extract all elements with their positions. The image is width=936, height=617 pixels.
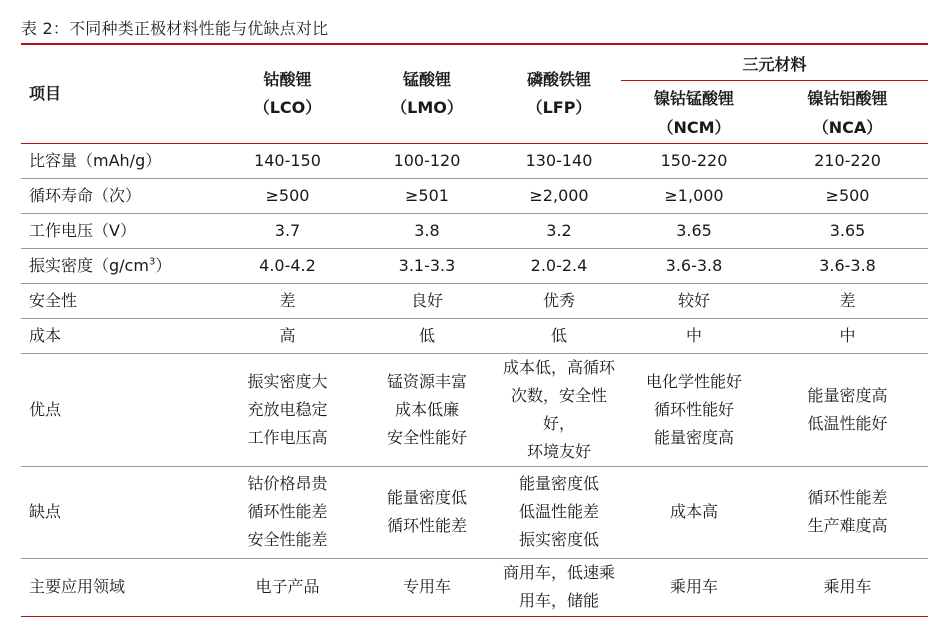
- header-lfp-name: 磷酸铁锂: [526, 69, 591, 89]
- table-cell: [357, 466, 497, 558]
- cell-line: 循环性能差: [807, 488, 888, 507]
- table-cell: [218, 353, 357, 466]
- table-cell: 优秀: [497, 283, 621, 318]
- header-lco: [218, 45, 357, 143]
- table-cell: [621, 466, 767, 558]
- table-cell: 3.6-3.8: [767, 248, 928, 283]
- table-cell: 低: [357, 318, 497, 353]
- cell-line: 商用车，低速乘: [502, 563, 615, 582]
- table-cell: 2.0-2.4: [497, 248, 621, 283]
- cell-line: 能量密度低: [386, 488, 467, 507]
- cell-line: 锰资源丰富: [386, 371, 467, 391]
- table-cell: [621, 558, 767, 616]
- comparison-table: [21, 45, 928, 617]
- table-cell: [767, 353, 928, 466]
- cell-line: 充放电稳定: [247, 399, 328, 419]
- table-cell: [357, 558, 497, 616]
- table-cell: 140-150: [218, 143, 357, 178]
- table-cell: ≥501: [357, 178, 497, 213]
- table-cell: [497, 466, 621, 558]
- table-cell: 3.7: [218, 213, 357, 248]
- table-cell: [767, 466, 928, 558]
- table-row: [21, 558, 928, 616]
- row-label-pre: 振实密度（g/cm: [29, 256, 149, 275]
- row-label: 循环寿命（次）: [21, 178, 218, 213]
- cell-line: 成本低，高循环: [502, 357, 615, 377]
- row-label: [21, 248, 218, 283]
- table-row: [21, 213, 928, 248]
- cell-line: 循环性能好: [653, 399, 734, 419]
- table-cell: 3.2: [497, 213, 621, 248]
- table-cell: 差: [767, 283, 928, 318]
- table-row: [21, 178, 928, 213]
- table-cell: 中: [621, 318, 767, 353]
- header-item: 项目: [29, 84, 62, 104]
- cell-line: 安全性能好: [386, 427, 467, 447]
- cell-line: 钴价格昂贵: [247, 474, 328, 493]
- cell-line: 振实密度大: [247, 371, 328, 391]
- header-lfp: [497, 45, 621, 143]
- table-cell: [621, 353, 767, 466]
- cell-line: 电子产品: [255, 577, 320, 596]
- cell-line: 循环性能差: [386, 516, 467, 535]
- table-row: [21, 248, 928, 283]
- cell-line: 循环性能差: [247, 502, 328, 521]
- cell-line: 低温性能差: [518, 502, 599, 521]
- cell-line: 乘用车: [669, 577, 718, 596]
- header-lmo: [357, 45, 497, 143]
- header-lco-name: 钴酸锂: [263, 69, 312, 89]
- cell-line: 生产难度高: [807, 516, 888, 535]
- cell-line: 次数，安全性好，: [510, 385, 607, 433]
- table-cell: 良好: [357, 283, 497, 318]
- cell-line: 专用车: [402, 577, 451, 596]
- row-label: 成本: [21, 318, 218, 353]
- row-label-sup: 3: [148, 256, 156, 268]
- table-row: [21, 353, 928, 466]
- table-cell: [497, 558, 621, 616]
- header-nca-name: 镍钴铝酸锂: [807, 88, 888, 108]
- header-lfp-abbr: （LFP）: [526, 97, 592, 117]
- header-nca-abbr: （NCA）: [812, 117, 883, 137]
- row-label: 工作电压（V）: [21, 213, 218, 248]
- table-cell: 较好: [621, 283, 767, 318]
- header-group-ternary: 三元材料: [621, 45, 928, 80]
- row-label: 缺点: [21, 466, 218, 558]
- row-label: 比容量（mAh/g）: [21, 143, 218, 178]
- table-cell: 3.1-3.3: [357, 248, 497, 283]
- table-row: [21, 466, 928, 558]
- table-caption: 表 2：不同种类正极材料性能与优缺点对比: [21, 19, 329, 38]
- table-cell: 低: [497, 318, 621, 353]
- table-cell: 100-120: [357, 143, 497, 178]
- table-row: [21, 143, 928, 178]
- table-cell: [218, 558, 357, 616]
- table-cell: 中: [767, 318, 928, 353]
- table-cell: 3.6-3.8: [621, 248, 767, 283]
- header-ncm: [621, 80, 767, 143]
- table-cell: ≥1,000: [621, 178, 767, 213]
- header-lmo-name: 锰酸锂: [402, 69, 451, 89]
- table-cell: 3.65: [621, 213, 767, 248]
- header-nca: [767, 80, 928, 143]
- row-label: 主要应用领域: [21, 558, 218, 616]
- cell-line: 用车，储能: [518, 591, 599, 610]
- table-cell: 差: [218, 283, 357, 318]
- cell-line: 成本低廉: [394, 399, 459, 419]
- table-cell: 4.0-4.2: [218, 248, 357, 283]
- header-ncm-abbr: （NCM）: [657, 117, 731, 137]
- table-cell: [357, 353, 497, 466]
- table-cell: ≥500: [218, 178, 357, 213]
- cell-line: 工作电压高: [247, 427, 328, 447]
- cell-line: 振实密度低: [518, 530, 599, 549]
- table-cell: [497, 353, 621, 466]
- table-row: [21, 283, 928, 318]
- table-cell: [767, 558, 928, 616]
- cell-line: 安全性能差: [247, 530, 328, 549]
- header-ncm-name: 镍钴锰酸锂: [653, 88, 734, 108]
- cell-line: 乘用车: [823, 577, 872, 596]
- table-cell: [218, 466, 357, 558]
- cell-line: 环境友好: [526, 441, 591, 461]
- table-cell: 3.8: [357, 213, 497, 248]
- table-cell: 150-220: [621, 143, 767, 178]
- cell-line: 能量密度低: [518, 474, 599, 493]
- header-lco-abbr: （LCO）: [253, 97, 322, 117]
- table-cell: 3.65: [767, 213, 928, 248]
- table-cell: ≥500: [767, 178, 928, 213]
- table-cell: 高: [218, 318, 357, 353]
- cell-line: 低温性能好: [807, 413, 888, 433]
- row-label-post: ）: [155, 256, 172, 275]
- table-row: [21, 318, 928, 353]
- cell-line: 能量密度高: [653, 427, 734, 447]
- table-cell: 130-140: [497, 143, 621, 178]
- row-label: 安全性: [21, 283, 218, 318]
- cell-line: 电化学性能好: [645, 371, 742, 391]
- cell-line: 成本高: [669, 502, 718, 521]
- row-label: 优点: [21, 353, 218, 466]
- table-cell: ≥2,000: [497, 178, 621, 213]
- header-row-1: [21, 45, 928, 80]
- header-lmo-abbr: （LMO）: [391, 97, 463, 117]
- cell-line: 能量密度高: [807, 385, 888, 405]
- table-cell: 210-220: [767, 143, 928, 178]
